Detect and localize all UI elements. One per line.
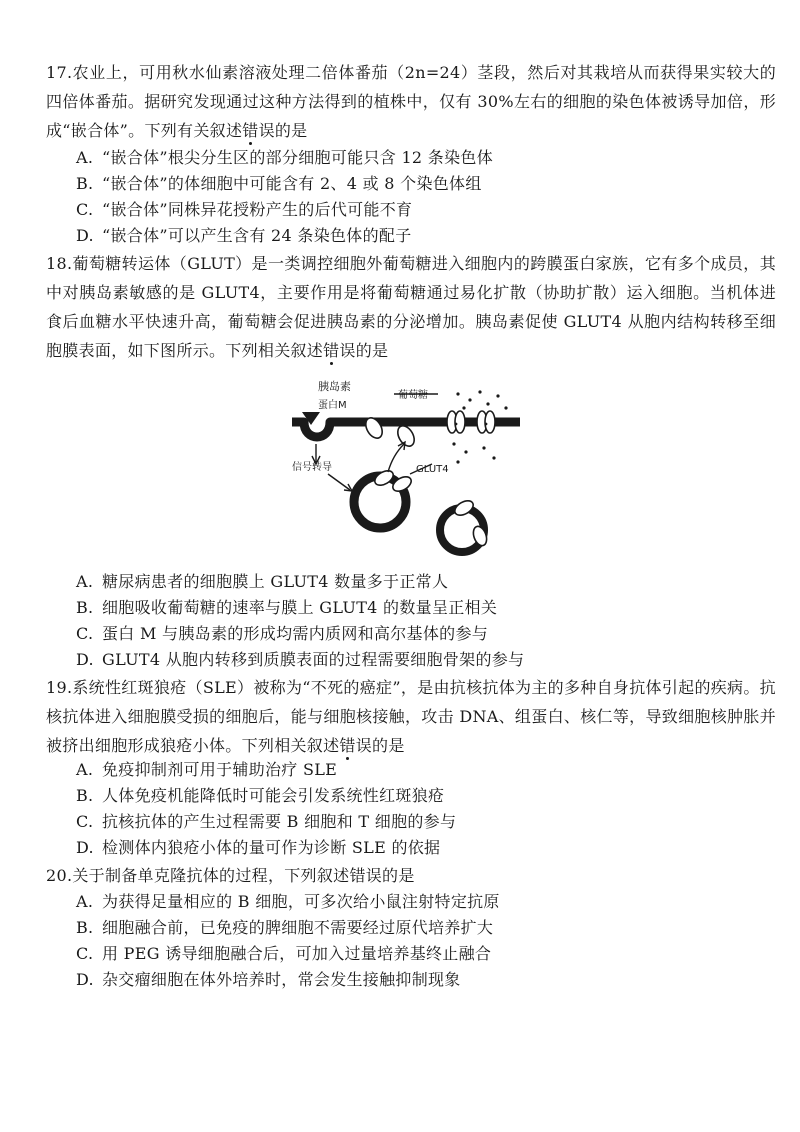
question-19-option-b[interactable]: B. 人体免疫机能降低时可能会引发系统性红斑狼疮 bbox=[76, 786, 445, 805]
question-18-option-b[interactable]: B. 细胞吸收葡萄糖的速率与膜上 GLUT4 的数量呈正相关 bbox=[76, 598, 498, 617]
question-18-stem bbox=[46, 249, 776, 365]
question-20-text: 关于制备单克隆抗体的过程，下列叙述错误的是 bbox=[72, 866, 415, 885]
question-19-emphasis: 错 bbox=[339, 736, 356, 755]
question-19-stem bbox=[46, 673, 776, 760]
question-18-option-c[interactable]: C. 蛋白 M 与胰岛素的形成均需内质网和高尔基体的参与 bbox=[76, 624, 489, 643]
question-18-option-d[interactable]: D. GLUT4 从胞内转移到质膜表面的过程需要细胞骨架的参与 bbox=[76, 650, 525, 669]
question-19-option-c[interactable]: C. 抗核抗体的产生过程需要 B 细胞和 T 细胞的参与 bbox=[76, 812, 457, 831]
question-17-option-a[interactable]: A. “嵌合体”根尖分生区的部分细胞可能只含 12 条染色体 bbox=[76, 148, 493, 167]
question-20-option-d[interactable]: D. 杂交瘤细胞在体外培养时，常会发生接触抑制现象 bbox=[76, 970, 461, 989]
question-19-text: 系统性红斑狼疮（SLE）被称为“不死的癌症”，是由抗核抗体为主的多种自身抗体引起的疾病。抗核抗体进入细胞膜受损的细胞后，能与细胞核接触，攻击 DNA、组蛋白、核仁等，导致细胞核肿胀并被挤出细胞形成狼疮小体。下列相关叙述 bbox=[46, 678, 776, 755]
question-20-number: 20. bbox=[46, 866, 73, 885]
label-protein-m: 蛋白M bbox=[318, 400, 347, 411]
question-20-option-c[interactable]: C. 用 PEG 诱导细胞融合后，可加入过量培养基终止融合 bbox=[76, 944, 492, 963]
question-18-text-end: 误的是 bbox=[339, 341, 389, 360]
question-17-emphasis: 错 bbox=[242, 121, 259, 140]
label-signal: 信号转导 bbox=[292, 462, 332, 473]
question-17-text: 农业上，可用秋水仙素溶液处理二倍体番茄（2n=24）茎段，然后对其栽培从而获得果实较大的四倍体番茄。据研究发现通过这种方法得到的植株中，仅有 30%左右的细胞的染色体被诱导加倍，形成“嵌合体”。下列有关叙述 bbox=[46, 63, 776, 140]
question-19-text-end: 误的是 bbox=[355, 736, 405, 755]
question-17-option-b[interactable]: B. “嵌合体”的体细胞中可能含有 2、4 或 8 个染色体组 bbox=[76, 174, 482, 193]
question-17-option-d[interactable]: D. “嵌合体”可以产生含有 24 条染色体的配子 bbox=[76, 226, 412, 245]
question-17-text-end: 误的是 bbox=[258, 121, 308, 140]
question-17-stem bbox=[46, 58, 776, 145]
question-19-option-a[interactable]: A. 免疫抑制剂可用于辅助治疗 SLE bbox=[76, 760, 338, 779]
question-18-option-a[interactable]: A. 糖尿病患者的细胞膜上 GLUT4 数量多于正常人 bbox=[76, 572, 449, 591]
glut4-diagram bbox=[288, 378, 520, 558]
glut4-in-membrane bbox=[362, 411, 495, 449]
question-20-option-b[interactable]: B. 细胞融合前，已免疫的脾细胞不需要经过原代培养扩大 bbox=[76, 918, 494, 937]
label-insulin: 胰岛素 bbox=[318, 380, 351, 393]
question-18-number: 18. bbox=[46, 254, 73, 273]
label-glut4: GLUT4 bbox=[416, 464, 449, 475]
question-18-text: 葡萄糖转运体（GLUT）是一类调控细胞外葡萄糖进入细胞内的跨膜蛋白家族，它有多个成员，其中对胰岛素敏感的是 GLUT4，主要作用是将葡萄糖通过易化扩散（协助扩散）运入细胞。当机体进食后血糖水平快速升高，葡萄糖会促进胰岛素的分泌增加。胰岛素促使 GLUT4 从胞内结构转移至细胞膜表面，如下图所示。下列相关叙述 bbox=[46, 254, 776, 360]
question-17-option-c[interactable]: C. “嵌合体”同株异花授粉产生的后代可能不育 bbox=[76, 200, 413, 219]
question-18-emphasis: 错 bbox=[323, 341, 340, 360]
question-20-option-a[interactable]: A. 为获得足量相应的 B 细胞，可多次给小鼠注射特定抗原 bbox=[76, 892, 500, 911]
question-19-number: 19. bbox=[46, 678, 73, 697]
question-20-stem bbox=[46, 861, 776, 890]
question-19-option-d[interactable]: D. 检测体内狼疮小体的量可作为诊断 SLE 的依据 bbox=[76, 838, 441, 857]
label-glucose: 葡萄糖 bbox=[398, 390, 428, 401]
question-17-number: 17. bbox=[46, 63, 73, 82]
